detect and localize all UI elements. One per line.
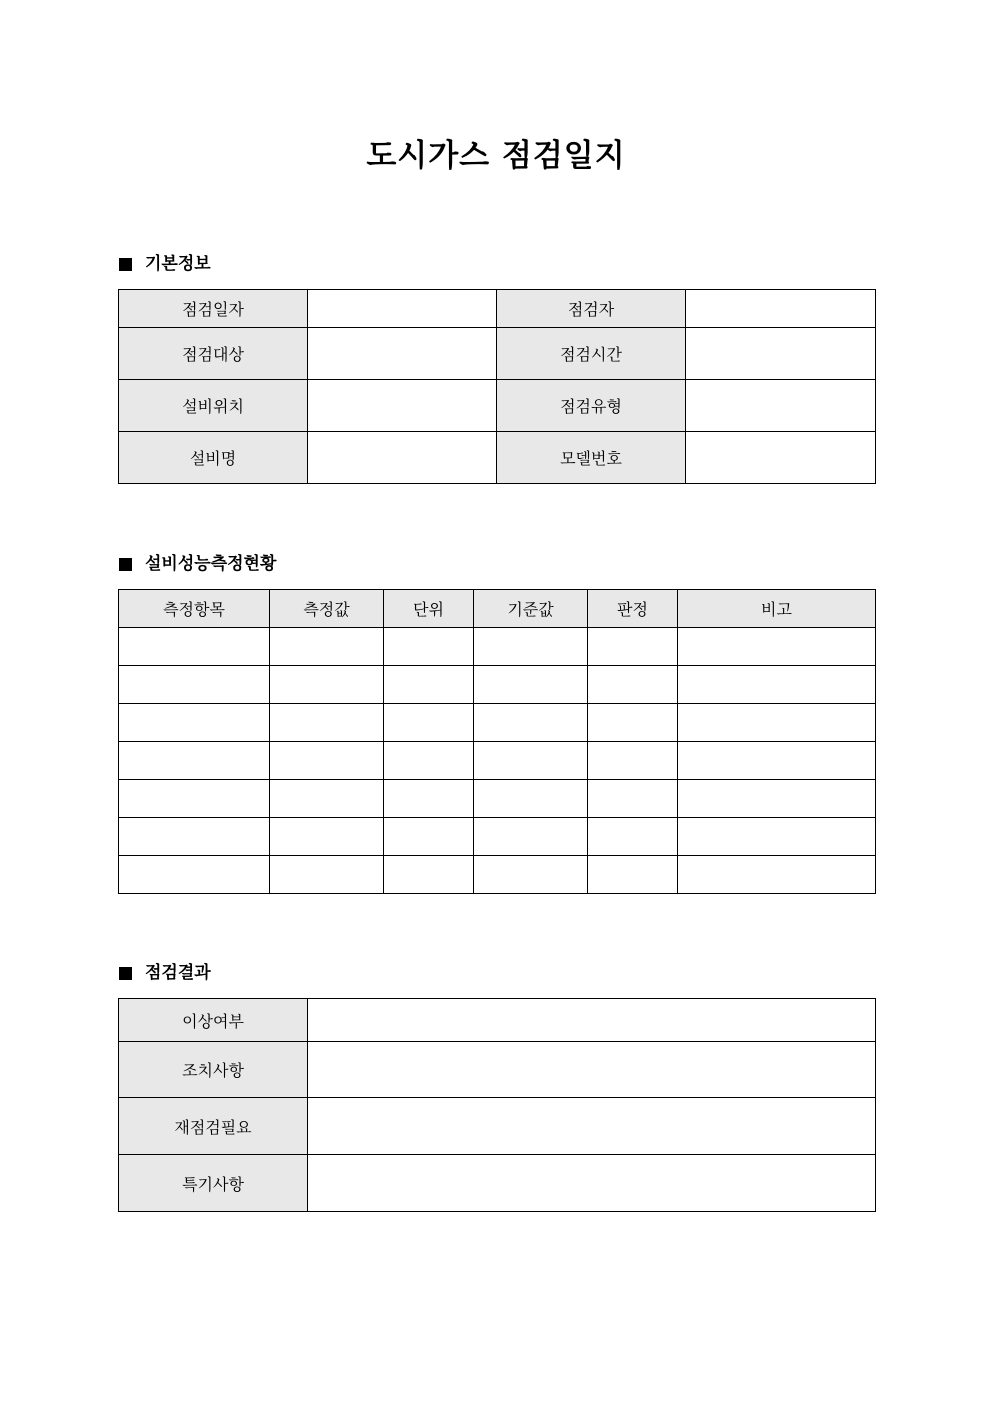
- table-cell[interactable]: [474, 666, 588, 704]
- table-cell[interactable]: [678, 856, 876, 894]
- table-row: [119, 704, 876, 742]
- table-cell[interactable]: [588, 818, 678, 856]
- table-cell[interactable]: [588, 666, 678, 704]
- square-bullet-icon: [119, 258, 132, 271]
- table-cell[interactable]: [119, 856, 270, 894]
- table-row: [119, 818, 876, 856]
- table-cell[interactable]: [119, 704, 270, 742]
- label-inspection-time: 점검시간: [497, 328, 686, 380]
- field-equipment-location[interactable]: [308, 380, 497, 432]
- label-equipment-location: 설비위치: [119, 380, 308, 432]
- table-cell[interactable]: [270, 818, 384, 856]
- label-inspection-date: 점검일자: [119, 290, 308, 328]
- column-header-unit: 단위: [384, 590, 474, 628]
- label-inspection-target: 점검대상: [119, 328, 308, 380]
- table-cell[interactable]: [678, 628, 876, 666]
- table-cell[interactable]: [384, 666, 474, 704]
- table-cell[interactable]: [678, 666, 876, 704]
- table-cell[interactable]: [270, 666, 384, 704]
- label-inspector: 점검자: [497, 290, 686, 328]
- basic-info-table: [118, 289, 876, 484]
- table-cell[interactable]: [384, 856, 474, 894]
- table-cell[interactable]: [384, 628, 474, 666]
- label-model-number: 모델번호: [497, 432, 686, 484]
- table-cell[interactable]: [270, 856, 384, 894]
- table-cell[interactable]: [270, 628, 384, 666]
- table-cell[interactable]: [119, 742, 270, 780]
- table-cell[interactable]: [474, 780, 588, 818]
- field-inspection-target[interactable]: [308, 328, 497, 380]
- column-header-remarks: 비고: [678, 590, 876, 628]
- performance-heading-text: 설비성능측정현황: [145, 554, 277, 574]
- table-cell[interactable]: [119, 666, 270, 704]
- table-row: [119, 666, 876, 704]
- table-cell[interactable]: [119, 818, 270, 856]
- column-header-measurement-item: 측정항목: [119, 590, 270, 628]
- performance-heading: [119, 552, 276, 576]
- column-header-reference-value: 기준값: [474, 590, 588, 628]
- column-header-judgement: 판정: [588, 590, 678, 628]
- basic-info-heading: [119, 252, 211, 276]
- table-cell[interactable]: [384, 780, 474, 818]
- table-cell[interactable]: [270, 780, 384, 818]
- square-bullet-icon: [119, 558, 132, 571]
- field-inspection-date[interactable]: [308, 290, 497, 328]
- table-row: [119, 856, 876, 894]
- column-header-measured-value: 측정값: [270, 590, 384, 628]
- table-cell[interactable]: [270, 742, 384, 780]
- label-action-taken: 조치사항: [119, 1042, 308, 1098]
- result-row: [119, 1155, 876, 1212]
- table-cell[interactable]: [474, 704, 588, 742]
- result-row: [119, 999, 876, 1042]
- table-cell[interactable]: [270, 704, 384, 742]
- result-heading: [119, 961, 211, 985]
- table-cell[interactable]: [588, 856, 678, 894]
- table-cell[interactable]: [384, 818, 474, 856]
- field-special-notes[interactable]: [308, 1155, 876, 1212]
- result-table: [118, 998, 876, 1212]
- table-cell[interactable]: [384, 742, 474, 780]
- table-cell[interactable]: [119, 780, 270, 818]
- performance-header-row: [119, 590, 876, 628]
- label-abnormality: 이상여부: [119, 999, 308, 1042]
- field-equipment-name[interactable]: [308, 432, 497, 484]
- field-inspection-type[interactable]: [686, 380, 876, 432]
- basic-info-heading-text: 기본정보: [145, 254, 211, 274]
- result-heading-text: 점검결과: [145, 963, 211, 983]
- field-inspector[interactable]: [686, 290, 876, 328]
- table-row: [119, 628, 876, 666]
- square-bullet-icon: [119, 967, 132, 980]
- table-cell[interactable]: [588, 628, 678, 666]
- label-inspection-type: 점검유형: [497, 380, 686, 432]
- field-action-taken[interactable]: [308, 1042, 876, 1098]
- table-cell[interactable]: [474, 742, 588, 780]
- table-cell[interactable]: [678, 704, 876, 742]
- document-title: 도시가스 점검일지: [366, 138, 626, 174]
- table-row: [119, 742, 876, 780]
- label-equipment-name: 설비명: [119, 432, 308, 484]
- table-cell[interactable]: [588, 742, 678, 780]
- table-cell[interactable]: [588, 704, 678, 742]
- table-cell[interactable]: [474, 628, 588, 666]
- field-reinspection-required[interactable]: [308, 1098, 876, 1155]
- table-cell[interactable]: [678, 742, 876, 780]
- result-row: [119, 1042, 876, 1098]
- label-reinspection-required: 재점검필요: [119, 1098, 308, 1155]
- performance-table: [118, 589, 876, 894]
- table-cell[interactable]: [119, 628, 270, 666]
- result-row: [119, 1098, 876, 1155]
- table-cell[interactable]: [474, 818, 588, 856]
- basic-info-row: [119, 328, 876, 380]
- basic-info-row: [119, 290, 876, 328]
- table-row: [119, 780, 876, 818]
- table-cell[interactable]: [588, 780, 678, 818]
- basic-info-row: [119, 432, 876, 484]
- table-cell[interactable]: [678, 818, 876, 856]
- field-abnormality[interactable]: [308, 999, 876, 1042]
- basic-info-row: [119, 380, 876, 432]
- field-model-number[interactable]: [686, 432, 876, 484]
- field-inspection-time[interactable]: [686, 328, 876, 380]
- label-special-notes: 특기사항: [119, 1155, 308, 1212]
- table-cell[interactable]: [678, 780, 876, 818]
- table-cell[interactable]: [384, 704, 474, 742]
- table-cell[interactable]: [474, 856, 588, 894]
